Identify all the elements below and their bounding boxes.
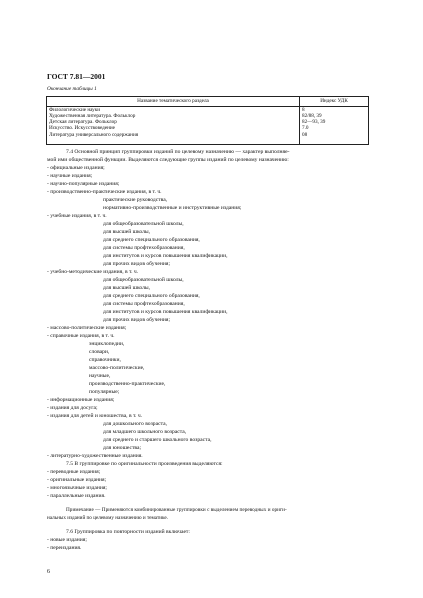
text-line: - производственно-практические издания, в т. ч. [47,189,162,195]
text-line: для институтов и курсов повышения квалификации, [103,253,228,259]
text-line: для среднего и старшего школьного возраста, [103,437,212,443]
text-line: 7.5 В группировке по оригинальности произведения выделяются: [66,461,223,467]
document-header: ГОСТ 7.81—2001 [47,72,106,81]
text-line: массово-политические, [89,365,145,371]
text-line: - литературно-художественные издания. [47,453,143,459]
text-line: - параллельные издания. [47,493,106,499]
text-line: - новые издания; [47,537,87,543]
text-line: - учебно-методические издания, в т. ч. [47,269,139,275]
text-line: для высшей школы, [103,229,151,235]
table-caption: Окончание таблицы 1 [47,86,97,92]
udc-code: 82/88, 39 [302,112,322,119]
section-names-cell [47,107,300,145]
text-line: - информационные издания; [47,397,115,403]
page-number: 6 [47,569,50,575]
udc-code: 7.0 [302,125,309,132]
text-line: - оригинальные издания; [47,477,107,483]
text-line: - научно-популярные издания; [47,181,120,187]
text-line: для младшего школьного возраста, [103,429,187,435]
text-line: справочники, [89,357,121,363]
text-line: - переиздания. [47,545,82,551]
subject-index-table [46,96,369,145]
text-line: 7.4 Основной принцип группировки изданий по целевому назначению — характер выполняе- [66,149,290,155]
text-line: - многоязычные издания; [47,485,107,491]
column-header-udc: Индекс УДК [300,97,369,107]
text-line: нормативно-производственные и инструктивные издания; [103,205,242,211]
text-line: мой ими общественной функции. Выделяются следующие группы изданий по целевому назначению: [47,157,289,163]
text-line: для среднего специального образования, [103,293,200,299]
text-line: для среднего специального образования, [103,237,200,243]
udc-codes-cell [300,107,369,145]
text-line: Примечание — Применяются комбинированные группировки с выделением переводных и ориги- [66,507,287,513]
text-line: - научные издания; [47,173,93,179]
udc-code: 8 [302,106,305,113]
section-name: Литература универсального содержания [49,131,139,138]
section-name: Филологические науки [49,106,101,113]
text-line: для общеобразовательной школы, [103,221,184,227]
text-line: - массово-политические издания; [47,325,127,331]
text-line: практические руководства, [103,197,168,203]
text-line: - издания для детей и юношества, в т. ч. [47,413,143,419]
column-header-section: Название тематического раздела [47,97,300,107]
text-line: нальных изданий по целевому назначению и тематике. [47,515,168,521]
section-name: Художественная литература. Фольклор [49,112,136,119]
text-line: популярные; [89,389,120,395]
text-line: для юношества; [103,445,142,451]
table-row [47,107,369,145]
table-header-row [47,97,369,107]
text-line: для системы профтехобразования, [103,301,185,307]
text-line: - переводные издания; [47,469,101,475]
text-line: для прочих видов обучения; [103,317,171,323]
text-line: энциклопедии, [89,341,125,347]
udc-code: 82—93, 39 [302,119,326,126]
text-line: для дошкольного возраста, [103,421,167,427]
text-line: - учебные издания, в т. ч. [47,213,107,219]
text-line: - официальные издания; [47,165,105,171]
text-line: производственно-практические, [89,381,166,387]
text-line: для общеобразовательной школы, [103,277,184,283]
text-line: для прочих видов обучения; [103,261,171,267]
section-name: Детская литература. Фольклор [49,119,117,126]
text-line: словари, [89,349,110,355]
text-line: для высшей школы, [103,285,151,291]
section-name: Искусство. Искусствоведение [49,125,115,132]
text-line: для системы профтехобразования, [103,245,185,251]
udc-code: 08 [302,131,308,138]
text-line: для институтов и курсов повышения квалификации, [103,309,228,315]
text-line: научные, [89,373,111,379]
text-line: - справочные издания, в т. ч. [47,333,115,339]
text-line: - издания для досуга; [47,405,98,411]
text-line: 7.6 Группировка по повторности изданий включает: [66,529,190,535]
